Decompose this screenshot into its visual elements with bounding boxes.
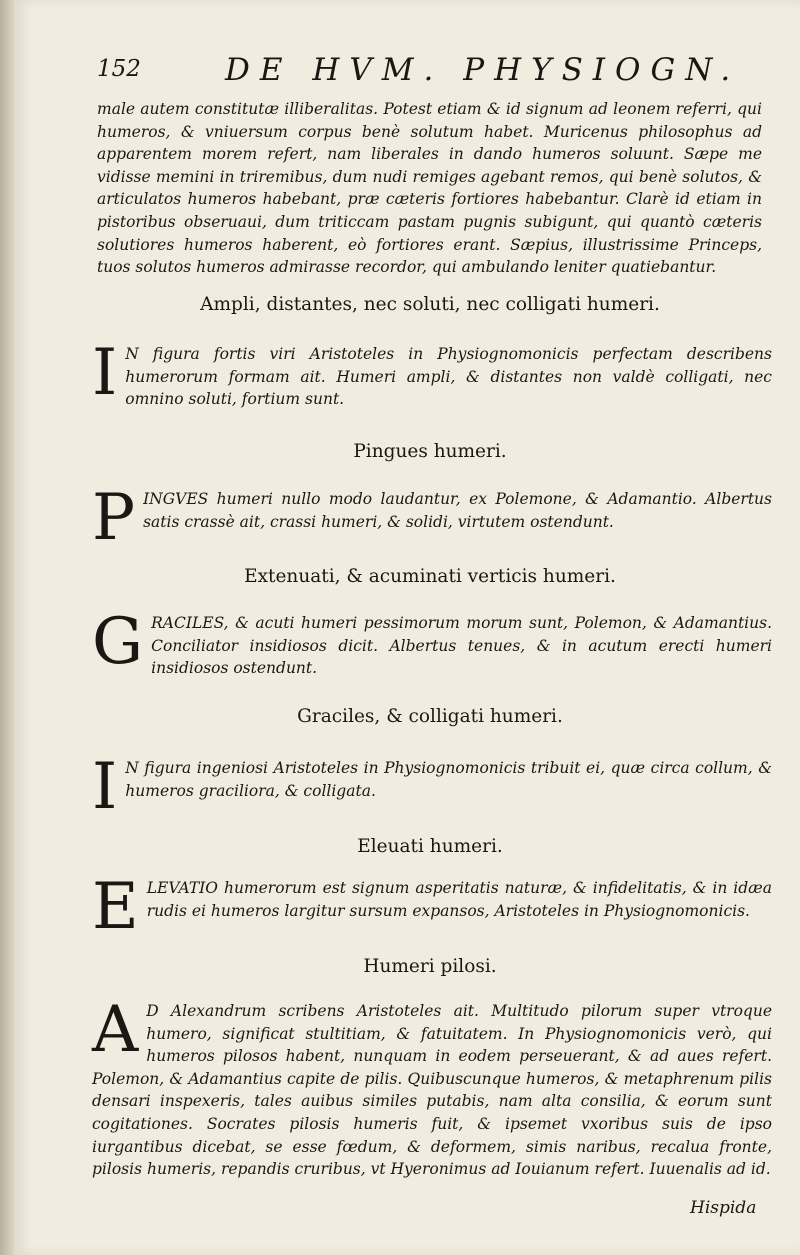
section-eleuati bbox=[92, 870, 772, 944]
section-heading-pilosi: Humeri pilosi. bbox=[363, 956, 497, 977]
section-text: RACILES, & acuti humeri pessimorum morum sunt, Polemon, & Adamantius. Conciliator insidiosos dicit. Albertus tenues, & in acutum erecti humeri insidiosos ostendunt. bbox=[151, 614, 772, 678]
drop-cap: G bbox=[92, 605, 144, 679]
intro-paragraph: male autem constitutæ illiberalitas. Potest etiam & id signum ad leonem referri, qui humeros, & vniuersum corpus benè solutum habet. Muricenus philosophus ad apparentem morem refert, nam liberales in dando humeros soluunt. Sæpe me vidisse memini in triremibus, dum nudi remiges agebant remos, qui benè solutos, & articulatos humeros habebant, præ cæteris fortiores habebantur. Clarè id etiam in pistoribus obseruaui, dum triticcam pastam pugnis subigunt, qui quantò cæteris solutiores humeros haberent, eò fortiores erant. Sæpius, illustrissime Princeps, tuos solutos humeros admirasse recordor, qui ambulando leniter quatiebantur. bbox=[97, 100, 762, 277]
section-text: N figura ingeniosi Aristoteles in Physiognomonicis tribuit ei, quæ circa collum, & humeros graciliora, & colligata. bbox=[125, 759, 772, 800]
drop-cap: E bbox=[92, 870, 139, 944]
running-title: DE HVM. PHYSIOGN. bbox=[225, 52, 741, 88]
section-pilosi bbox=[92, 993, 772, 1181]
section-heading-ampli: Ampli, distantes, nec soluti, nec colligati humeri. bbox=[200, 294, 660, 315]
section-heading-graciles: Graciles, & colligati humeri. bbox=[297, 706, 563, 727]
drop-cap: I bbox=[92, 336, 118, 410]
catchword: Hispida bbox=[690, 1198, 757, 1218]
page-number: 152 bbox=[97, 56, 141, 82]
section-pingues bbox=[92, 481, 772, 555]
section-extenuati bbox=[92, 605, 772, 680]
drop-cap: P bbox=[92, 481, 136, 555]
section-text: INGVES humeri nullo modo laudantur, ex Polemone, & Adamantio. Albertus satis crassè ait, crassi humeri, & solidi, virtutem ostendunt. bbox=[143, 490, 772, 531]
drop-cap: I bbox=[92, 750, 118, 824]
section-heading-eleuati: Eleuati humeri. bbox=[357, 836, 503, 857]
binding-gutter bbox=[0, 0, 14, 1255]
drop-cap: A bbox=[92, 993, 139, 1067]
section-heading-pingues: Pingues humeri. bbox=[353, 441, 507, 462]
section-graciles bbox=[92, 750, 772, 824]
section-heading-extenuati: Extenuati, & acuminati verticis humeri. bbox=[244, 566, 616, 587]
section-ampli bbox=[92, 336, 772, 411]
section-text: N figura fortis viri Aristoteles in Physiognomonicis perfectam describens humerorum formam ait. Humeri ampli, & distantes non valdè colligati, nec omnino soluti, fortium sunt. bbox=[125, 345, 772, 409]
page-header bbox=[97, 52, 747, 92]
section-text: D Alexandrum scribens Aristoteles ait. Multitudo pilorum super vtroque humero, significat stultitiam, & fatuitatem. In Physiognomonicis verò, qui humeros pilosos habent, nunquam in eodem perseuerant, & ad aues refert. Polemon, & Adamantius capite de pilis. Quibuscunque humeros, & metaphrenum pilis densari inspexeris, tales auibus similes putabis, nam alta consilia, & eorum sunt cogitationes. Socrates pilosis humeris fuit, & ipsemet vxoribus suis de ipso iurgantibus dicebat, se esse fœdum, & deformem, simis naribus, recalua fronte, pilosis humeris, repandis cruribus, vt Hyeronimus ad Iouianum refert. Iuuenalis ad id. bbox=[92, 1002, 772, 1179]
section-text: LEVATIO humerorum est signum asperitatis naturæ, & infidelitatis, & in idæa rudis ei humeros largitur sursum expansos, Aristoteles in Physiognomonicis. bbox=[146, 879, 772, 920]
